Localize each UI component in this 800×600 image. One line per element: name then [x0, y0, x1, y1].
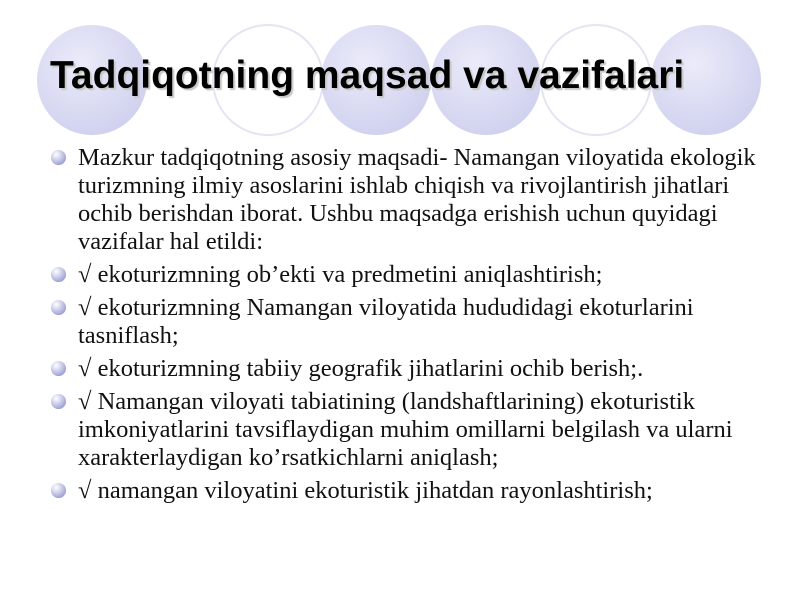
- list-item: [0, 261, 800, 289]
- bullet-list: [0, 144, 800, 510]
- bullet-icon: [50, 266, 67, 283]
- list-item-text: Mazkur tadqiqotning asosiy maqsadi- Namangan viloyatida ekologik turizmning ilmiy asoslarini ishlab chiqish va rivojlantirish jihatlari ochib berishdan iborat. Ushbu maqsadga erishish uchun quyidagi vazifalar hal etildi:: [78, 144, 756, 255]
- list-item-text: √ ekoturizmning ob’ekti va predmetini aniqlashtirish;: [78, 261, 603, 288]
- bullet-icon: [50, 360, 67, 377]
- bullet-icon: [50, 149, 67, 166]
- list-item: [0, 144, 800, 256]
- list-item: [0, 388, 800, 472]
- list-item-text: √ ekoturizmning Namangan viloyatida hududidagi ekoturlarini tasniflash;: [78, 294, 694, 349]
- bullet-icon: [50, 299, 67, 316]
- list-item: [0, 477, 800, 505]
- bullet-icon: [50, 482, 67, 499]
- list-item: [0, 294, 800, 350]
- list-item: [0, 355, 800, 383]
- list-item-text: √ namangan viloyatini ekoturistik jihatdan rayonlashtirish;: [78, 477, 653, 504]
- list-item-text: √ ekoturizmning tabiiy geografik jihatlarini ochib berish;.: [78, 355, 644, 382]
- slide-title: Tadqiqotning maqsad va vazifalari: [50, 54, 685, 97]
- bullet-icon: [50, 393, 67, 410]
- list-item-text: √ Namangan viloyati tabiatining (landshaftlarining) ekoturistik imkoniyatlarini tavsiflaydigan muhim omillarni belgilash va ularni xarakterlaydigan ko’rsatkichlarni aniqlash;: [78, 388, 733, 471]
